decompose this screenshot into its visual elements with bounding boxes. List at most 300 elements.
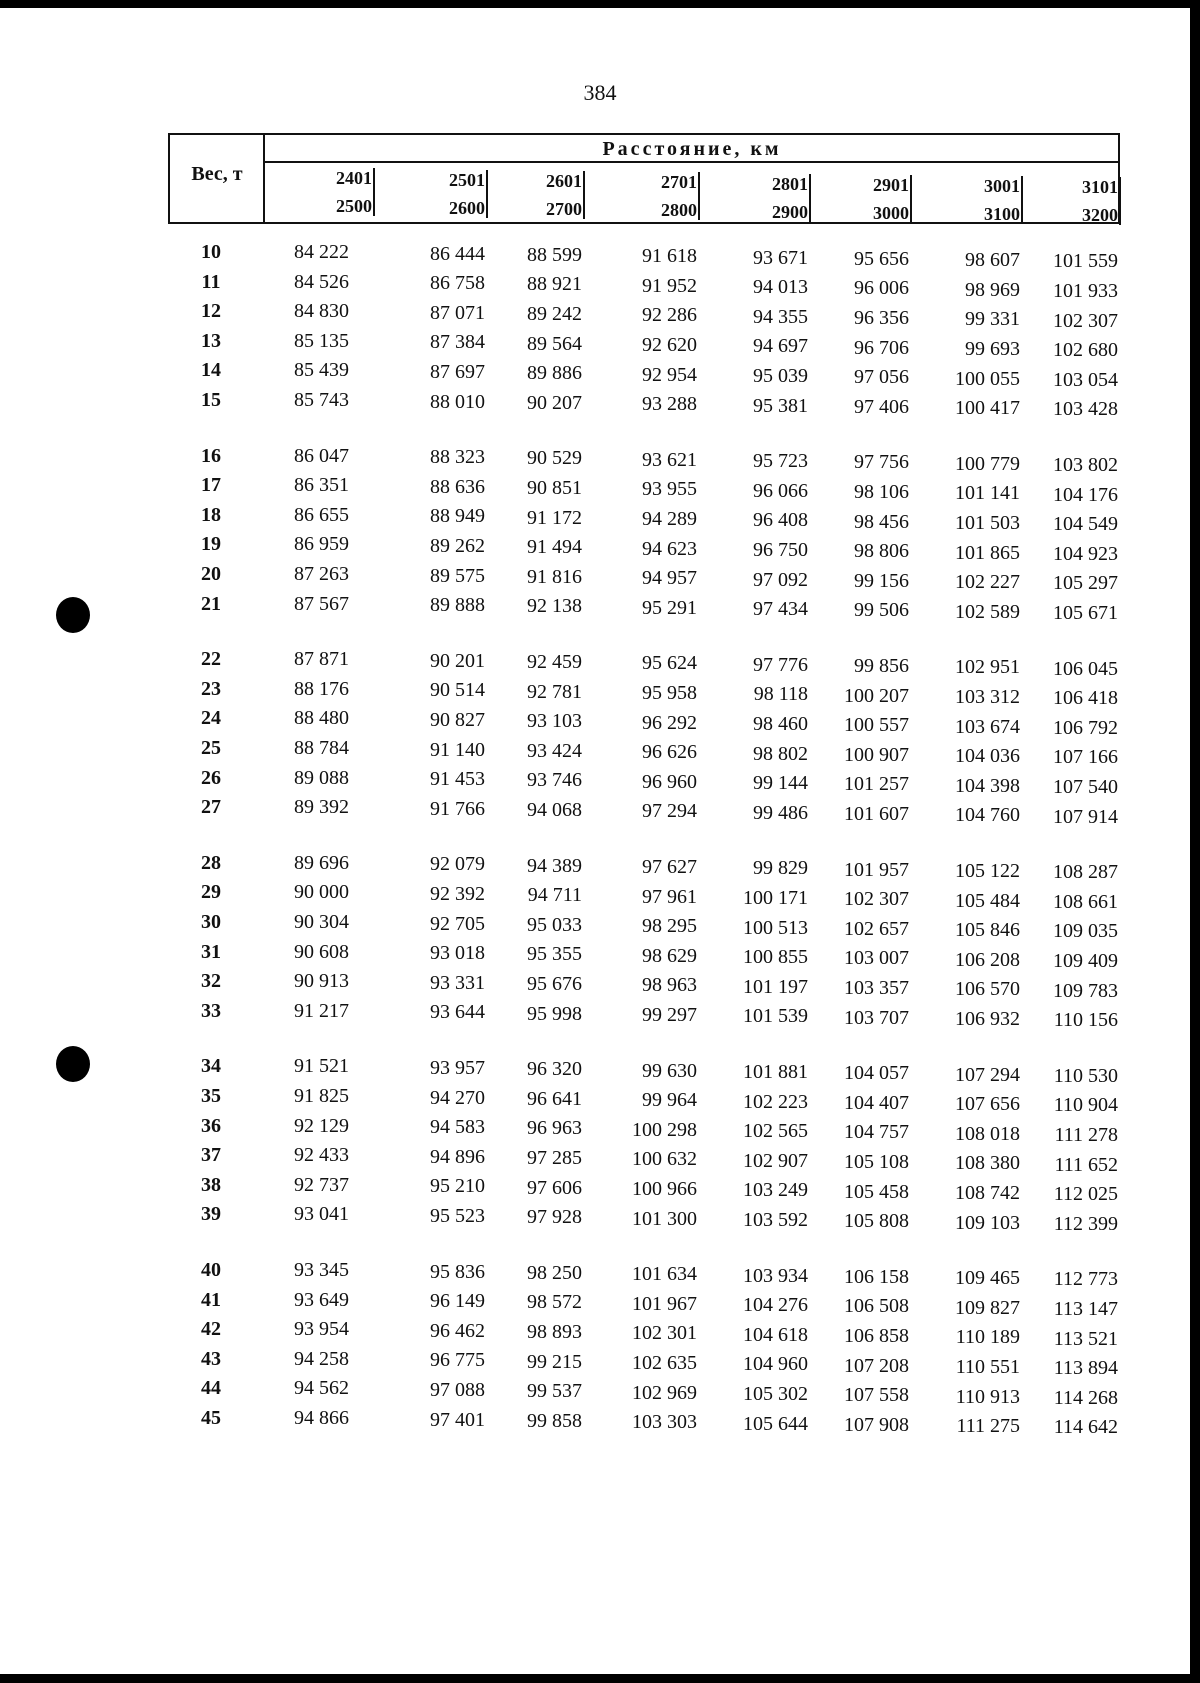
- price-cell: 96 356: [854, 307, 909, 330]
- price-cell: 86 959: [294, 533, 349, 556]
- price-cell: 86 758: [430, 272, 485, 295]
- price-cell: 113 894: [1053, 1357, 1118, 1380]
- price-cell: 86 655: [294, 503, 349, 526]
- weight-cell: 38: [201, 1173, 221, 1196]
- price-cell: 95 355: [527, 943, 582, 966]
- price-cell: 84 526: [294, 270, 349, 293]
- price-cell: 100 632: [632, 1148, 697, 1171]
- range-from: 3101: [1082, 177, 1118, 198]
- price-cell: 106 208: [955, 948, 1020, 971]
- price-cell: 90 827: [430, 709, 485, 732]
- weight-cell: 13: [201, 329, 221, 352]
- price-cell: 97 092: [753, 568, 808, 591]
- price-cell: 104 176: [1053, 483, 1118, 506]
- header-left-rule: [168, 133, 170, 224]
- price-cell: 88 323: [430, 446, 485, 469]
- price-cell: 108 661: [1053, 890, 1118, 913]
- price-cell: 93 746: [527, 769, 582, 792]
- price-cell: 100 417: [955, 397, 1020, 420]
- price-cell: 96 775: [430, 1349, 485, 1372]
- range-divider: [910, 175, 912, 223]
- punch-hole: [56, 1046, 90, 1082]
- price-cell: 105 808: [844, 1210, 909, 1233]
- price-cell: 92 286: [642, 304, 697, 327]
- price-cell: 97 406: [854, 395, 909, 418]
- weight-cell: 15: [201, 389, 221, 411]
- price-cell: 94 866: [294, 1407, 349, 1429]
- price-cell: 100 055: [955, 367, 1020, 390]
- price-cell: 91 952: [642, 274, 697, 297]
- table-header: [168, 133, 1120, 225]
- price-cell: 90 913: [294, 970, 349, 993]
- price-cell: 102 223: [743, 1090, 808, 1113]
- price-cell: 98 629: [642, 944, 697, 967]
- price-cell: 94 562: [294, 1377, 349, 1400]
- range-header: [839, 171, 909, 227]
- price-cell: 96 149: [430, 1290, 485, 1313]
- range-from: 2801: [772, 173, 808, 194]
- price-cell: 91 816: [527, 565, 582, 588]
- weight-cell: 25: [201, 737, 221, 759]
- price-cell: 93 649: [294, 1288, 349, 1311]
- weight-cell: 19: [201, 533, 221, 556]
- price-cell: 107 208: [844, 1354, 909, 1377]
- price-cell: 94 270: [430, 1086, 485, 1109]
- weight-cell: 34: [201, 1055, 221, 1078]
- price-cell: 96 626: [642, 741, 697, 764]
- price-cell: 89 886: [527, 362, 582, 385]
- price-cell: 89 088: [294, 766, 349, 789]
- weight-cell: 10: [201, 241, 221, 263]
- price-cell: 88 636: [430, 475, 485, 498]
- price-cell: 105 122: [955, 860, 1020, 883]
- price-cell: 91 217: [294, 999, 349, 1022]
- price-cell: 102 565: [743, 1120, 808, 1143]
- range-header: [738, 170, 808, 226]
- price-cell: 98 969: [965, 278, 1020, 301]
- price-cell: 94 623: [642, 537, 697, 560]
- price-cell: 102 301: [632, 1322, 697, 1345]
- price-cell: 111 652: [1054, 1153, 1118, 1176]
- price-cell: 108 742: [955, 1182, 1020, 1205]
- page-number: 384: [583, 80, 617, 105]
- price-cell: 104 036: [955, 745, 1020, 768]
- price-cell: 114 642: [1053, 1416, 1118, 1439]
- range-divider: [809, 174, 811, 222]
- range-from: 2401: [336, 168, 372, 189]
- price-cell: 107 166: [1053, 746, 1118, 769]
- price-cell: 84 830: [294, 300, 349, 323]
- price-cell: 104 923: [1053, 542, 1118, 565]
- price-cell: 99 693: [965, 338, 1020, 361]
- price-cell: 112 399: [1053, 1212, 1118, 1235]
- price-cell: 105 846: [955, 919, 1020, 942]
- price-cell: 93 957: [430, 1057, 485, 1080]
- price-cell: 95 958: [642, 682, 697, 705]
- price-cell: 91 453: [430, 768, 485, 791]
- price-cell: 104 398: [955, 774, 1020, 797]
- weight-cell: 12: [201, 300, 221, 323]
- price-cell: 89 242: [527, 303, 582, 326]
- price-cell: 103 674: [955, 715, 1020, 738]
- price-cell: 87 567: [294, 592, 349, 615]
- price-cell: 103 934: [743, 1264, 808, 1287]
- weight-cell: 17: [201, 474, 221, 497]
- price-cell: 90 514: [430, 679, 485, 702]
- price-cell: 100 779: [955, 452, 1020, 475]
- price-cell: 107 908: [844, 1413, 909, 1436]
- price-cell: 94 258: [294, 1347, 349, 1370]
- price-cell: 86 444: [430, 242, 485, 265]
- price-cell: 101 865: [955, 541, 1020, 564]
- weight-cell: 45: [201, 1407, 221, 1429]
- range-to: 2900: [772, 201, 808, 222]
- price-cell: 113 147: [1053, 1298, 1118, 1321]
- price-cell: 93 621: [642, 448, 697, 471]
- price-cell: 90 201: [430, 649, 485, 672]
- price-cell: 87 697: [430, 361, 485, 384]
- range-to: 2700: [546, 198, 582, 219]
- weight-cell: 28: [201, 851, 221, 874]
- price-cell: 98 250: [527, 1261, 582, 1284]
- price-cell: 88 784: [294, 737, 349, 759]
- price-cell: 106 570: [955, 978, 1020, 1001]
- price-cell: 94 389: [527, 854, 582, 877]
- price-cell: 109 827: [955, 1296, 1020, 1319]
- price-cell: 87 384: [430, 331, 485, 354]
- price-cell: 95 676: [527, 973, 582, 996]
- price-cell: 99 144: [753, 772, 808, 795]
- weight-cell: 40: [201, 1259, 221, 1281]
- price-cell: 96 641: [527, 1087, 582, 1110]
- price-cell: 88 176: [294, 677, 349, 700]
- price-cell: 95 836: [430, 1260, 485, 1283]
- price-cell: 105 302: [743, 1383, 808, 1406]
- price-cell: 94 289: [642, 508, 697, 531]
- price-cell: 99 858: [527, 1409, 582, 1432]
- price-cell: 105 484: [955, 889, 1020, 912]
- price-cell: 96 292: [642, 711, 697, 734]
- price-cell: 92 392: [430, 883, 485, 906]
- range-from: 2501: [449, 169, 485, 190]
- weight-cell: 33: [201, 999, 221, 1022]
- price-cell: 99 156: [854, 569, 909, 592]
- price-cell: 96 462: [430, 1319, 485, 1342]
- price-cell: 88 010: [430, 390, 485, 413]
- price-cell: 91 766: [430, 797, 485, 820]
- weight-cell: 29: [201, 881, 221, 904]
- price-cell: 102 657: [844, 917, 909, 940]
- price-cell: 101 634: [632, 1263, 697, 1286]
- price-cell: 105 297: [1053, 572, 1118, 595]
- price-cell: 98 456: [854, 510, 909, 533]
- price-cell: 95 381: [753, 394, 808, 417]
- price-cell: 87 871: [294, 648, 349, 671]
- price-cell: 106 858: [844, 1325, 909, 1348]
- weight-cell: 41: [201, 1288, 221, 1311]
- range-from: 2601: [546, 170, 582, 191]
- price-cell: 88 921: [527, 273, 582, 296]
- price-cell: 90 207: [527, 391, 582, 414]
- price-cell: 111 275: [956, 1415, 1020, 1438]
- price-cell: 93 041: [294, 1203, 349, 1226]
- weight-cell: 18: [201, 503, 221, 526]
- price-cell: 110 189: [955, 1326, 1020, 1349]
- price-cell: 112 025: [1053, 1183, 1118, 1206]
- price-cell: 98 295: [642, 915, 697, 938]
- range-header: [1048, 173, 1118, 229]
- price-cell: 107 294: [955, 1063, 1020, 1086]
- price-cell: 95 033: [527, 913, 582, 936]
- weight-cell: 35: [201, 1085, 221, 1107]
- price-cell: 100 966: [632, 1178, 697, 1201]
- price-cell: 102 951: [955, 656, 1020, 679]
- price-cell: 107 656: [955, 1093, 1020, 1116]
- weight-cell: 20: [201, 563, 221, 585]
- price-cell: 106 418: [1053, 687, 1118, 710]
- price-cell: 92 129: [294, 1114, 349, 1137]
- price-cell: 100 207: [844, 684, 909, 707]
- price-cell: 99 964: [642, 1089, 697, 1112]
- range-divider: [698, 172, 700, 220]
- price-cell: 92 705: [430, 912, 485, 935]
- price-cell: 92 620: [642, 334, 697, 357]
- price-cell: 97 606: [527, 1176, 582, 1199]
- range-divider: [486, 170, 488, 218]
- range-from: 3001: [984, 176, 1020, 197]
- price-cell: 94 013: [753, 276, 808, 299]
- price-cell: 103 312: [955, 686, 1020, 709]
- price-cell: 96 408: [753, 509, 808, 532]
- price-cell: 110 904: [1053, 1094, 1118, 1117]
- price-cell: 90 608: [294, 940, 349, 963]
- price-cell: 96 960: [642, 770, 697, 793]
- price-cell: 94 068: [527, 799, 582, 822]
- price-cell: 112 773: [1053, 1268, 1118, 1291]
- range-from: 2901: [873, 174, 909, 195]
- distance-title: Расстояние, км: [602, 138, 782, 160]
- price-cell: 103 054: [1053, 368, 1118, 391]
- price-cell: 105 671: [1053, 602, 1118, 625]
- price-cell: 89 888: [430, 594, 485, 617]
- price-cell: 88 480: [294, 707, 349, 730]
- price-cell: 109 103: [955, 1211, 1020, 1234]
- price-cell: 97 961: [642, 885, 697, 908]
- price-cell: 97 088: [430, 1379, 485, 1402]
- price-cell: 99 537: [527, 1380, 582, 1403]
- price-cell: 96 706: [854, 336, 909, 359]
- price-cell: 86 351: [294, 474, 349, 497]
- weight-cell: 16: [201, 444, 221, 467]
- price-cell: 93 103: [527, 710, 582, 733]
- price-cell: 109 783: [1053, 979, 1118, 1002]
- price-cell: 92 433: [294, 1144, 349, 1167]
- range-to: 2600: [449, 197, 485, 218]
- price-cell: 101 957: [844, 858, 909, 881]
- price-cell: 101 559: [1053, 250, 1118, 273]
- weight-cell: 11: [201, 270, 221, 293]
- price-cell: 98 607: [965, 249, 1020, 272]
- price-cell: 95 291: [642, 596, 697, 619]
- price-cell: 97 776: [753, 653, 808, 676]
- price-cell: 92 138: [527, 595, 582, 618]
- price-cell: 102 969: [632, 1381, 697, 1404]
- price-cell: 100 557: [844, 714, 909, 737]
- price-cell: 101 257: [844, 773, 909, 796]
- weight-cell: 43: [201, 1347, 221, 1370]
- price-cell: 108 287: [1053, 861, 1118, 884]
- price-cell: 95 656: [854, 247, 909, 270]
- price-cell: 86 047: [294, 444, 349, 467]
- price-cell: 103 249: [743, 1179, 808, 1202]
- price-cell: 101 933: [1053, 280, 1118, 303]
- range-divider: [1119, 177, 1121, 225]
- range-to: 3200: [1082, 205, 1118, 226]
- distance-title-rule: [264, 161, 1120, 163]
- price-cell: 99 630: [642, 1059, 697, 1082]
- price-cell: 107 914: [1053, 805, 1118, 828]
- price-cell: 98 118: [753, 683, 808, 706]
- range-header: [415, 166, 485, 222]
- price-cell: 103 707: [844, 1006, 909, 1029]
- price-cell: 90 851: [527, 477, 582, 500]
- price-cell: 99 215: [527, 1350, 582, 1373]
- price-cell: 93 424: [527, 739, 582, 762]
- price-cell: 102 680: [1053, 339, 1118, 362]
- price-cell: 103 802: [1053, 454, 1118, 477]
- price-cell: 95 039: [753, 365, 808, 388]
- price-cell: 98 806: [854, 540, 909, 563]
- weight-cell: 37: [201, 1144, 221, 1167]
- price-cell: 96 066: [753, 479, 808, 502]
- price-cell: 101 607: [844, 803, 909, 826]
- price-cell: 104 618: [743, 1323, 808, 1346]
- price-cell: 97 627: [642, 856, 697, 879]
- price-cell: 97 294: [642, 800, 697, 823]
- price-cell: 88 599: [527, 243, 582, 266]
- price-cell: 87 071: [430, 301, 485, 324]
- price-cell: 106 932: [955, 1008, 1020, 1031]
- price-cell: 95 523: [430, 1205, 485, 1228]
- price-cell: 101 141: [955, 482, 1020, 505]
- price-cell: 98 893: [527, 1321, 582, 1344]
- scan-border-right: [1190, 0, 1200, 1683]
- weight-cell: 26: [201, 766, 221, 789]
- price-cell: 104 757: [844, 1121, 909, 1144]
- price-cell: 102 635: [632, 1352, 697, 1375]
- price-cell: 107 540: [1053, 776, 1118, 799]
- price-cell: 104 276: [743, 1294, 808, 1317]
- price-cell: 103 303: [632, 1411, 697, 1434]
- price-cell: 85 135: [294, 329, 349, 352]
- price-cell: 91 618: [642, 245, 697, 268]
- price-cell: 106 508: [844, 1295, 909, 1318]
- weight-cell: 23: [201, 677, 221, 700]
- price-cell: 91 825: [294, 1085, 349, 1107]
- price-cell: 84 222: [294, 241, 349, 263]
- weight-cell: 14: [201, 359, 221, 382]
- price-cell: 99 856: [854, 655, 909, 678]
- price-cell: 111 278: [1054, 1124, 1118, 1147]
- price-cell: 110 530: [1053, 1064, 1118, 1087]
- price-cell: 105 108: [844, 1151, 909, 1174]
- price-cell: 95 624: [642, 652, 697, 675]
- price-cell: 104 407: [844, 1091, 909, 1114]
- price-cell: 92 781: [527, 680, 582, 703]
- price-cell: 93 644: [430, 1001, 485, 1024]
- range-from: 2701: [661, 172, 697, 193]
- price-cell: 110 156: [1053, 1009, 1118, 1032]
- price-cell: 94 711: [527, 884, 582, 907]
- price-cell: 107 558: [844, 1384, 909, 1407]
- price-cell: 100 513: [743, 916, 808, 939]
- price-cell: 90 529: [527, 447, 582, 470]
- price-cell: 101 539: [743, 1005, 808, 1028]
- price-cell: 102 589: [955, 600, 1020, 623]
- price-cell: 105 458: [844, 1180, 909, 1203]
- price-cell: 98 106: [854, 481, 909, 504]
- price-cell: 89 392: [294, 796, 349, 819]
- price-cell: 109 409: [1053, 950, 1118, 973]
- range-to: 3100: [984, 204, 1020, 225]
- price-cell: 98 572: [527, 1291, 582, 1314]
- price-cell: 103 592: [743, 1209, 808, 1232]
- price-cell: 98 963: [642, 974, 697, 997]
- price-cell: 93 018: [430, 942, 485, 965]
- weight-cell: 24: [201, 707, 221, 730]
- price-cell: 93 345: [294, 1259, 349, 1281]
- range-divider: [373, 168, 375, 216]
- price-cell: 87 263: [294, 563, 349, 585]
- price-cell: 94 355: [753, 305, 808, 328]
- price-cell: 89 696: [294, 851, 349, 874]
- price-cell: 108 018: [955, 1122, 1020, 1145]
- price-cell: 100 855: [743, 946, 808, 969]
- price-cell: 106 158: [844, 1265, 909, 1288]
- price-cell: 96 963: [527, 1117, 582, 1140]
- price-cell: 106 045: [1053, 657, 1118, 680]
- price-cell: 104 057: [844, 1062, 909, 1085]
- price-cell: 108 380: [955, 1152, 1020, 1175]
- price-cell: 104 760: [955, 804, 1020, 827]
- price-cell: 90 304: [294, 911, 349, 933]
- price-cell: 93 955: [642, 478, 697, 501]
- scan-border-bottom: [0, 1674, 1200, 1683]
- price-cell: 99 506: [854, 599, 909, 622]
- scan-border-top: [0, 0, 1200, 8]
- price-cell: 88 949: [430, 505, 485, 528]
- price-cell: 104 549: [1053, 513, 1118, 536]
- price-cell: 99 486: [753, 801, 808, 824]
- price-cell: 91 172: [527, 506, 582, 529]
- price-cell: 89 575: [430, 564, 485, 587]
- range-header: [512, 167, 582, 223]
- price-cell: 97 756: [854, 451, 909, 474]
- price-cell: 102 307: [844, 888, 909, 911]
- price-cell: 109 465: [955, 1267, 1020, 1290]
- price-cell: 102 907: [743, 1149, 808, 1172]
- price-cell: 99 331: [965, 308, 1020, 331]
- price-cell: 96 006: [854, 277, 909, 300]
- weight-cell: 27: [201, 796, 221, 819]
- price-cell: 94 697: [753, 335, 808, 358]
- punch-hole: [56, 597, 90, 633]
- range-divider: [1021, 176, 1023, 224]
- price-cell: 110 913: [955, 1385, 1020, 1408]
- price-cell: 99 829: [753, 857, 808, 880]
- price-cell: 97 401: [430, 1408, 485, 1431]
- price-cell: 114 268: [1053, 1386, 1118, 1409]
